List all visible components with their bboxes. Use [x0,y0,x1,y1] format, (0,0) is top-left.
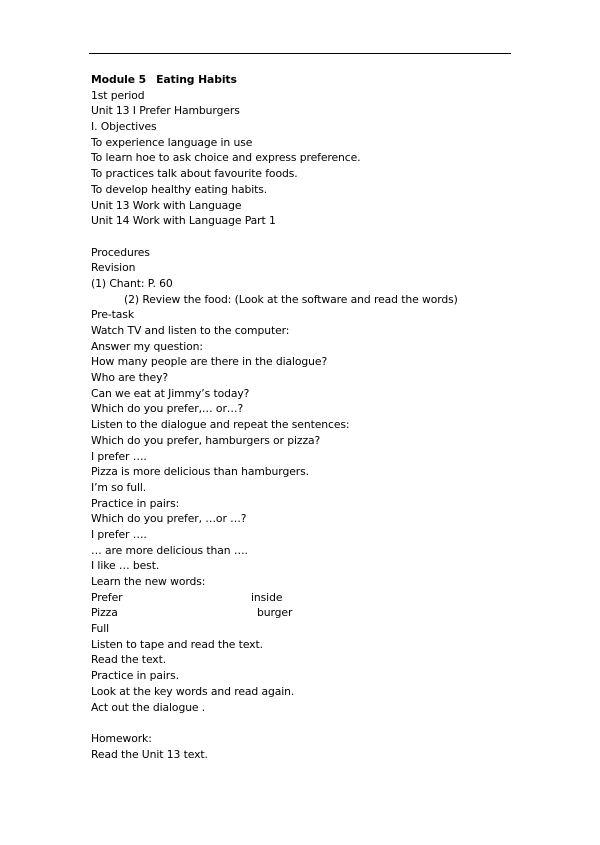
new-word: burger [257,606,293,620]
procedure-line: Which do you prefer,… or…? [91,402,244,416]
procedure-line: Read the text. [91,653,167,667]
objective-item: Unit 13 Work with Language [91,198,242,212]
new-word: Prefer [91,590,123,604]
procedure-line: How many people are there in the dialogue? [91,355,328,369]
blank-line [91,715,571,731]
revision-step-2: (2) Review the food: (Look at the software and read the words) [124,292,458,306]
procedure-line: I prefer …. [91,527,147,541]
procedure-line: Pizza is more delicious than hamburgers. [91,465,309,479]
new-word: inside [251,590,283,604]
module-heading [91,72,571,88]
procedure-line: Which do you prefer, hamburgers or pizza? [91,433,321,447]
procedure-line: I’m so full. [91,480,147,494]
procedures-heading: Procedures [91,245,150,259]
pretask-heading: Pre-task [91,308,134,322]
new-words-row [91,605,571,621]
procedure-line: Practice in pairs: [91,496,180,510]
revision-heading: Revision [91,261,136,275]
document-body [91,72,571,762]
procedure-line: I like … best. [91,559,160,573]
procedure-line: Which do you prefer, …or …? [91,512,247,526]
new-words-row [91,590,571,606]
procedure-line: Practice in pairs. [91,669,179,683]
objective-item: Unit 14 Work with Language Part 1 [91,214,276,228]
procedure-line: Watch TV and listen to the computer: [91,324,290,337]
module-title: Eating Habits [156,73,237,86]
objective-item: To practices talk about favourite foods. [91,167,298,181]
objective-item: To experience language in use [91,135,253,149]
period-line: 1st period [91,88,145,102]
procedure-line: I prefer …. [91,449,147,463]
procedure-line: Listen to the dialogue and repeat the sentences: [91,418,350,432]
objective-item: To learn hoe to ask choice and express preference. [91,151,361,165]
blank-line [91,229,571,245]
procedure-line: … are more delicious than …. [91,543,248,557]
module-label: Module 5 [91,73,147,86]
revision-step-1: (1) Chant: P. 60 [91,276,173,290]
procedure-line: Learn the new words: [91,575,206,588]
procedure-line: Act out the dialogue . [91,700,206,714]
procedure-line: Look at the key words and read again. [91,684,295,698]
homework-task: Read the Unit 13 text. [91,747,208,761]
header-rule [89,53,511,54]
procedure-line: Can we eat at Jimmy’s today? [91,386,250,400]
objectives-heading: I. Objectives [91,120,157,134]
unit-title: Unit 13 I Prefer Hamburgers [91,104,240,118]
homework-heading: Homework: [91,731,152,745]
procedure-line: Who are they? [91,371,168,385]
new-word: Pizza [91,606,118,620]
procedure-line: Answer my question: [91,339,203,353]
procedure-line: Listen to tape and read the text. [91,637,263,651]
objective-item: To develop healthy eating habits. [91,182,268,196]
new-word: Full [91,622,110,636]
